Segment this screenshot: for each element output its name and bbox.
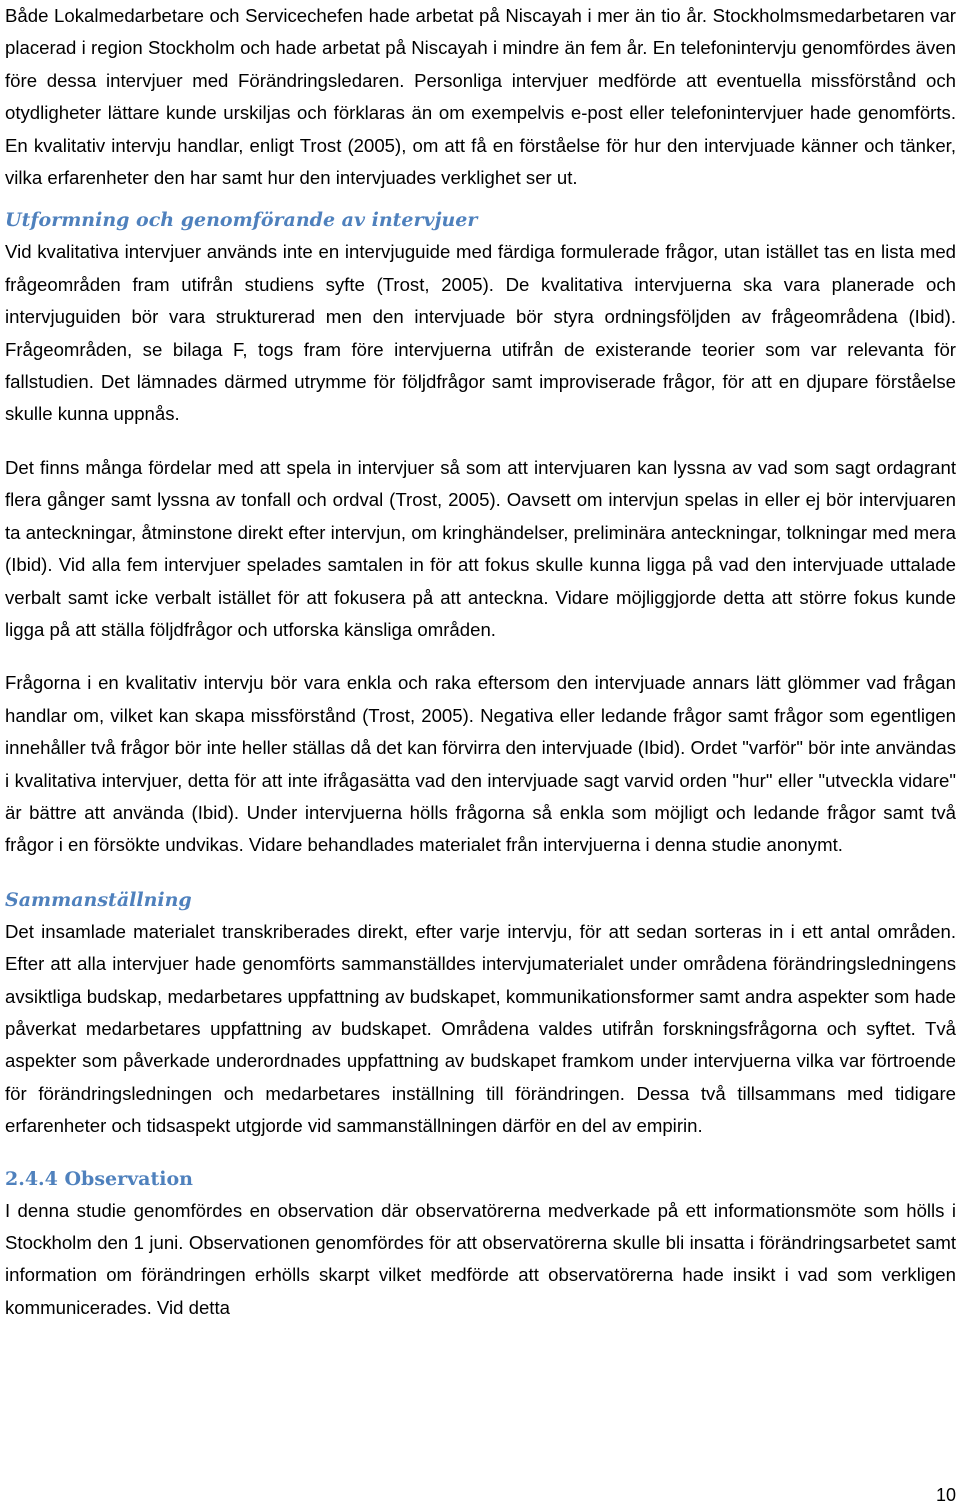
section-heading-sammanstallning: Sammanställning [5,888,192,911]
utformning-paragraph-1: Vid kvalitativa intervjuer används inte en intervjuguide med färdiga formulerade frågor, utan istället tas en lista med frågeområden fram utifrån studiens syfte (Trost, 2005). De kvalitativa intervjuerna ska vara planerade och intervjuguiden bör vara strukturerad men den intervjuade bör styra ordningsföljden av frågeområdena (Ibid). Frågeområden, se bilaga F, togs fram före intervjuerna utifrån de existerande teorier som var relevanta för fallstudien. Det lämnades därmed utrymme för följdfrågor samt improviserade frågor, för att en djupare förståelse skulle kunna uppnås. [5,241,956,425]
sammanstallning-paragraph: Det insamlade materialet transkriberades direkt, efter varje intervju, för att sedan sorteras in i ett antal områden. Efter att alla intervjuer hade genomförts sammanställdes intervjumaterialet under områdena förändringsledningens avsiktliga budskap, medarbetares uppfattning av budskapet, kommunikationsformer samt andra aspekter som hade påverkat medarbetares uppfattning av budskapet. Områdena valdes utifrån forskningsfrågorna och syftet. Två aspekter som påverkade underordnades uppfattning av budskapet framkom under intervjuerna vilka var förtroende för förändringsledningen och medarbetares inställning till förändringen. Dessa två tillsammans med tidigare erfarenheter och tidsaspekt utgjorde vid sammanställningen därför en del av empirin. [5,920,956,1137]
document-page [5,0,956,1324]
section-heading-utformning: Utformning och genomförande av intervjuer [5,209,478,232]
page-number: 10 [935,1485,956,1505]
utformning-paragraph-2: Det finns många fördelar med att spela in intervjuer så som att intervjuaren kan lyssna av vad som sagt ordagrant flera gånger samt lyssna av tonfall och ordval (Trost, 2005). Oavsett om intervjun spelas in eller ej bör intervjuaren ta anteckningar, åtminstone direkt efter intervjun, om kringhändelser, preliminära anteckningar, tolkningar med mera (Ibid). Vid alla fem intervjuer spelades samtalen in för att fokus skulle kunna ligga på vad den intervjuade uttalade verbalt samt icke verbalt istället för att fokusera på att anteckna. Vidare möjliggjorde detta att större fokus kunde ligga på att ställa följdfrågor och utforska känsliga områden. [5,456,956,640]
observation-paragraph: I denna studie genomfördes en observation där observatörerna medverkade på ett informationsmöte som hölls i Stockholm den 1 juni. Observationen genomfördes för att observatörerna skulle bli insatta i förändringsarbetet samt information om förändringen erhölls skarpt vilket medförde att observatörerna hade insikt i vad som verkligen kommunicerades. Vid detta [5,1199,956,1318]
intro-paragraph: Både Lokalmedarbetare och Servicechefen hade arbetat på Niscayah i mer än tio år. Stockholmsmedarbetaren var placerad i region Stockholm och hade arbetat på Niscayah i mindre än fem år. En telefonintervju genomfördes även före dessa intervjuer med Förändringsledaren. Personliga intervjuer medförde att eventuella missförstånd och otydligheter lättare kunde urskiljas och förklaras än om exempelvis e-post eller telefonintervjuer hade genomförts. En kvalitativ intervju handlar, enligt Trost (2005), om att få en förståelse för hur den intervjuade känner och tänker, vilka erfarenheter den har samt hur den intervjuades verklighet ser ut. [5,5,956,189]
utformning-paragraph-3: Frågorna i en kvalitativ intervju bör vara enkla och raka eftersom den intervjuade annars lätt glömmer vad frågan handlar om, vilket kan skapa missförstånd (Trost, 2005). Negativa eller ledande frågor samt frågor som egentligen innehåller två frågor bör inte heller ställas då det kan förvirra den intervjuade (Ibid). Ordet "varför" bör inte användas i kvalitativa intervjuer, detta för att inte ifrågasätta vad den intervjuade sagt varvid orden "hur" eller "utveckla vidare" är bättre att använda (Ibid). Under intervjuerna hölls frågorna så enkla som möjligt och ledande frågor samt två frågor i en försökte undvikas. Vidare behandlades materialet från intervjuerna i denna studie anonymt. [5,672,956,856]
section-heading-observation: 2.4.4 Observation [5,1167,193,1190]
